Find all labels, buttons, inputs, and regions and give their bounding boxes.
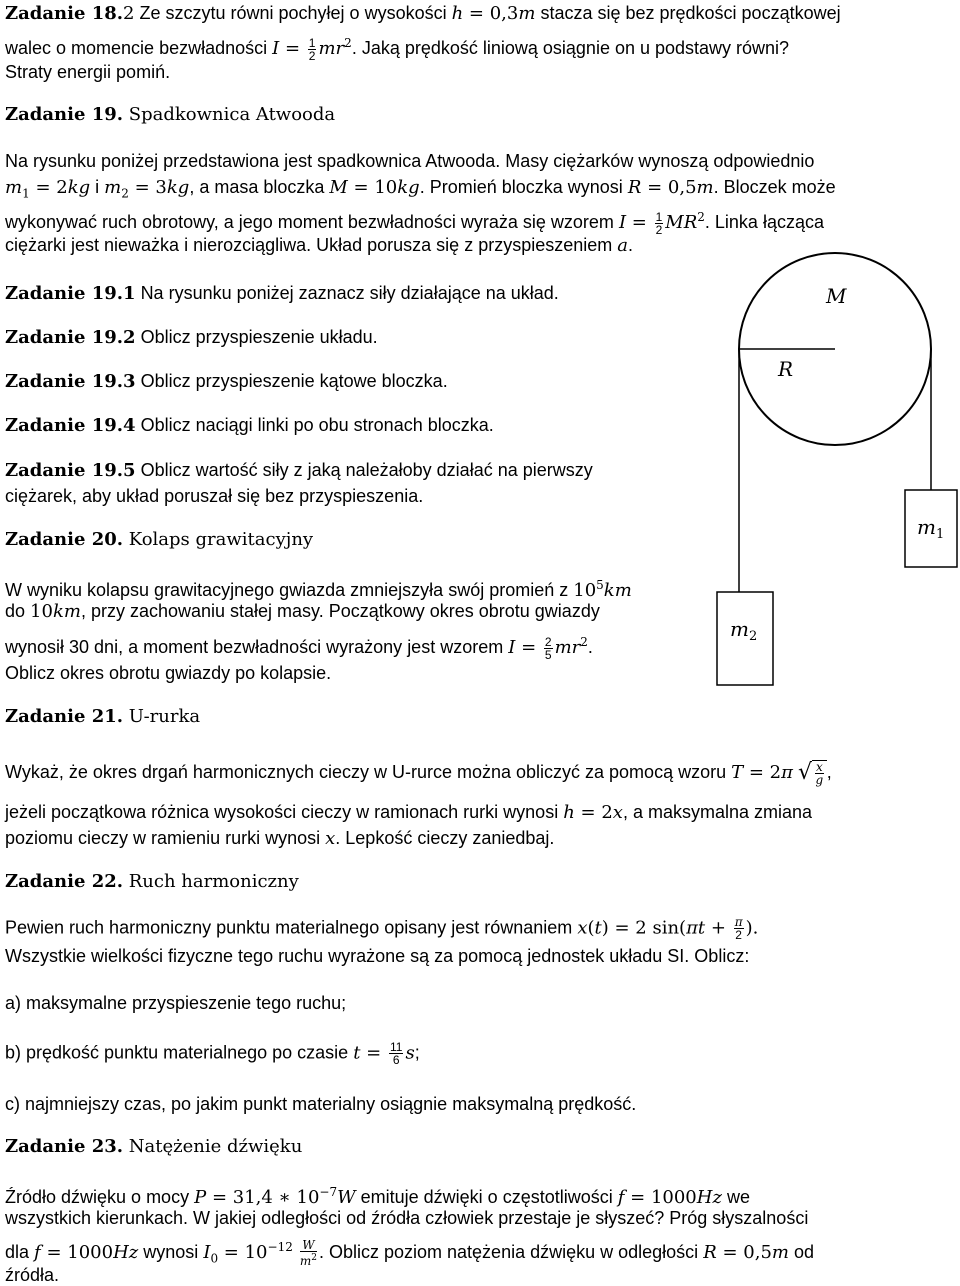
z20-line-2: do 10km, przy zachowaniu stałej masy. Początkowy okres obrotu gwiazdy (5, 601, 600, 622)
z21-line-2: jeżeli początkowa różnica wysokości cieczy w ramionach rurki wynosi h = 2x, a maksymalna zmiana (5, 802, 813, 823)
z23-line-2: wszystkich kierunkach. W jakiej odległości od źródła człowiek przestaje je słyszeć? Próg słyszalności (5, 1208, 809, 1228)
z19-5-line-1: Zadanie 19.5 Oblicz wartość siły z jaką należałoby działać na pierwszy (5, 460, 593, 481)
z18-2-line-1: Zadanie 18.2 Ze szczytu równi pochyłej o wysokości h = 0,3m stacza się bez prędkości początkowej (5, 3, 841, 24)
z19-line-3: wykonywać ruch obrotowy, a jego moment bezwładności wyraża się wzorem I = $\frac{1}{2}$ $MR^2$. Linka łącząca (5, 209, 824, 237)
z21-line-3: poziomu cieczy w ramieniu rurki wynosi x. Lepkość cieczy zaniedbaj. (5, 828, 555, 849)
z22-line-2: Wszystkie wielkości fizyczne tego ruchu wyrażone są za pomocą jednostek układu SI. Oblicz: (5, 946, 750, 966)
z19-1: Zadanie 19.1 Na rysunku poniżej zaznacz siły działające na układ. (5, 283, 559, 304)
z22-heading: Zadanie 22. Ruch harmoniczny (5, 871, 299, 892)
z22-b: b) prędkość punktu materialnego po czasie t = $\frac{11}{6}$ s; (5, 1040, 420, 1067)
z22-c: c) najmniejszy czas, po jakim punkt materialny osiągnie maksymalną prędkość. (5, 1094, 637, 1114)
z18-2-line-2: walec o momencie bezwładności I = $\frac{1}{2}$ $mr^2$. Jaką prędkość liniową osiągnie on u podstawy równi? (5, 35, 790, 63)
z19-2: Zadanie 19.2 Oblicz przyspieszenie układu. (5, 327, 378, 348)
z20-heading: Zadanie 20. Kolaps grawitacyjny (5, 529, 314, 550)
z22-a: a) maksymalne przyspieszenie tego ruchu; (5, 993, 347, 1013)
z19-line-2: $m_1 = 2kg$ i $m_2 = 3kg$, a masa bloczka M = 10kg. Promień bloczka wynosi R = 0,5m. Bloczek może (5, 177, 836, 201)
label-R: R (778, 357, 794, 381)
z18-2-line-3: Straty energii pomiń. (5, 62, 171, 82)
z20-line-4: Oblicz okres obrotu gwiazdy po kolapsie. (5, 663, 332, 683)
z23-line-4: źródła. (5, 1265, 60, 1285)
z21-heading: Zadanie 21. U-rurka (5, 706, 201, 727)
z23-heading: Zadanie 23. Natężenie dźwięku (5, 1136, 303, 1157)
z21-line-1: Wykaż, że okres drgań harmonicznych cieczy w U-rurce można obliczyć za pomocą wzoru T = 2π √ $\frac{x}{g}$ , (5, 760, 832, 787)
label-M: M (826, 284, 847, 308)
z23-line-1: Źródło dźwięku o mocy P = 31,4 ∗ $10^{-7}W$ emituje dźwięki o częstotliwości f = 1000Hz we (5, 1185, 750, 1208)
label-m2: $m_2$ (730, 617, 758, 644)
z19-line-1: Na rysunku poniżej przedstawiona jest spadkownica Atwooda. Masy ciężarków wynoszą odpowiednio (5, 151, 815, 171)
z22-line-1: Pewien ruch harmoniczny punktu materialnego opisany jest równaniem x(t) = 2 sin(πt + $\frac{\pi}{2}$ ). (5, 915, 759, 942)
z19-4: Zadanie 19.4 Oblicz naciągi linki po obu stronach bloczka. (5, 415, 494, 436)
z19-heading: Zadanie 19. Spadkownica Atwooda (5, 104, 336, 125)
label-m1: $m_1$ (917, 515, 945, 542)
z20-line-1: W wyniku kolapsu grawitacyjnego gwiazda zmniejszyła swój promień z $10^5km$ (5, 578, 632, 601)
z19-5-line-2: ciężarek, aby układ poruszał się bez przyspieszenia. (5, 486, 424, 506)
z23-line-3: dla f = 1000Hz wynosi $I_0 = 10^{-12}$ $\frac{W}{m^2}$ . Oblicz poziom natężenia dźwięku w odległości R = 0,5m od (5, 1238, 815, 1269)
z19-line-4: ciężarki jest nieważka i nierozciągliwa. Układ porusza się z przyspieszeniem a. (5, 235, 634, 256)
z19-3: Zadanie 19.3 Oblicz przyspieszenie kątowe bloczka. (5, 371, 448, 392)
z20-line-3: wynosił 30 dni, a moment bezwładności wyrażony jest wzorem I = $\frac{2}{5}$ $mr^2$. (5, 634, 593, 662)
